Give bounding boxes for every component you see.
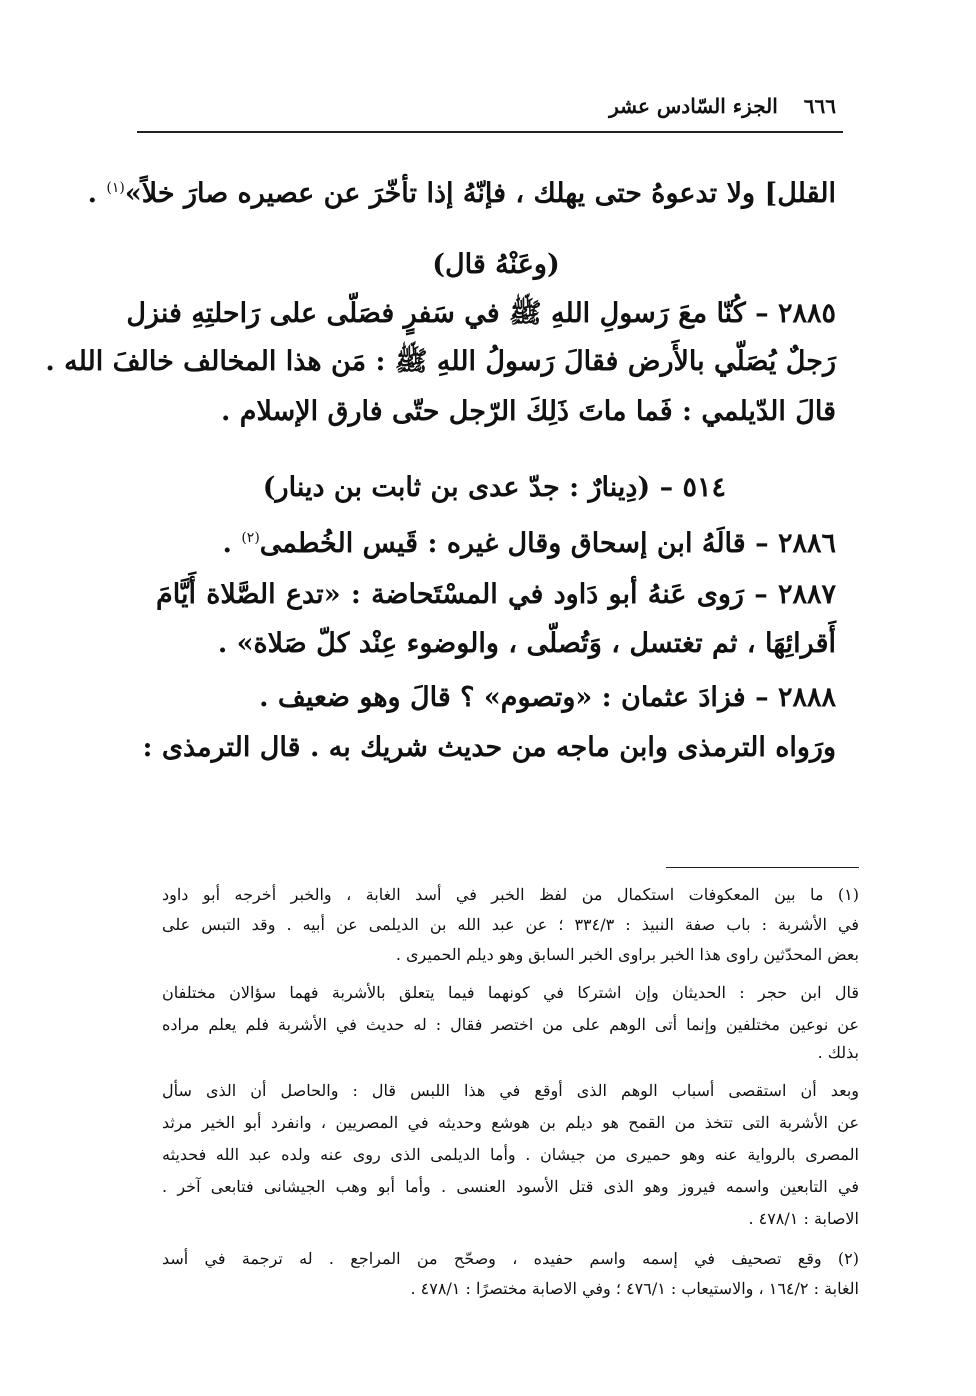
line-end-period: . — [87, 178, 97, 209]
footnote-1-line-11: الاصابة : ٤٧٨/١ . — [748, 1209, 859, 1228]
hadith-2888-line: ٢٨٨٨ – فزادَ عثمان : «وتصوم» ؟ قالَ وهو ضعيف . — [259, 682, 836, 713]
footnote-1-line-1: (١) ما بين المعكوفات استكمال من لفظ الخبر في أسد الغابة ، والخبر أخرجه أبو داود — [162, 885, 859, 904]
footnote-1-line-7: وبعد أن استقصى أسباب الوهم الذى أوقع في هذا اللبس قال : والحاصل أن الذى سأل — [162, 1081, 859, 1100]
running-header — [138, 88, 836, 124]
footnote-1-line-10: في التابعين واسمه فيروز وهو الذى قتل الأسود العنسى . وأما أبو وهب الجيشانى فتابعى آخر . — [162, 1177, 859, 1196]
hadith-2885-line-1: ٢٨٨٥ – كُنّا معَ رَسولِ اللهِ ﷺ في سَفرٍ فصَلّى على رَاحلتِهِ فنزل — [126, 298, 836, 329]
text-line-1 — [87, 168, 836, 214]
footnote-1-line-9: المصرى بالرواية عنه وهو حميرى من جيشان . وأما الديلمى الذى روى عنه ولده عبد الله فحديثه — [162, 1145, 859, 1164]
line-end-period-2: . — [222, 528, 232, 559]
hadith-2886-content: ٢٨٨٦ – قالَهُ ابن إسحاق وقال غيره : قَيس الخُطمى — [259, 528, 836, 559]
hadith-2885-line-2: رَجلٌ يُصَلّي بالأَرض فقالَ رَسولُ اللهِ ﷺ : مَن هذا المخالف خالفَ الله . — [45, 346, 836, 377]
header-rule — [137, 131, 843, 133]
footnote-1-line-5: عن نوعين مختلفين وإنما أتى الوهم على من اختصر فقال : له حديث في الأشربة فلم يعلم مراده — [162, 1015, 859, 1034]
narration-heading: (وعَنْهُ قال) — [432, 249, 560, 280]
text-line-1-content: القلل] ولا تدعوهُ حتى يهلك ، فإنّهُ إذا تأخّرَ عن عصيره صارَ خلاً» — [124, 178, 836, 209]
tirmidhi-line: ورَواه الترمذى وابن ماجه من حديث شريك به . قال الترمذى : — [142, 732, 836, 763]
entry-514-heading: ٥١٤ – (دِينارٌ : جدّ عدى بن ثابت بن دينار) — [262, 472, 726, 503]
footnote-2-line-2: الغابة : ١٦٤/٢ ، والاستيعاب : ٤٧٦/١ ؛ وفي الاصابة مختصرًا : ٤٧٨/١ . — [410, 1279, 859, 1298]
hadith-2887-line-2: أَقرائِهَا ، ثم تغتسل ، وَتُصلّى ، والوضوء عِنْد كلّ صَلاة» . — [217, 628, 836, 659]
hadith-2886-line — [156, 518, 836, 564]
hadith-2885-line-3: قالَ الدّيلمي : فَما ماتَ ذَلِكَ الرّجل حتّى فارق الإسلام . — [220, 396, 836, 427]
footnote-separator — [666, 867, 859, 868]
footnote-ref-2: (٢) — [241, 530, 260, 546]
footnote-1-line-4: قال ابن حجر : الحديثان وإن اشتركا في كونهما فيما يتعلق بالأشربة فهما سؤالان مختلفان — [162, 983, 859, 1002]
footnote-ref-1: (١) — [106, 180, 125, 196]
footnote-1-line-8: عن الأشربة التى تتخذ من القمح هو ديلم بن هوشع وحديثه في المصريين ، وانفرد أبو الخير مرثد — [162, 1113, 859, 1132]
footnote-1-line-3: بعض المحدّثين راوى هذا الخبر براوى الخبر السابق وهو ديلم الحميرى . — [395, 945, 859, 964]
footnote-2-line-1: (٢) وقع تصحيف في إسمه واسم حفيده ، وصحّح من المراجع . له ترجمة في أسد — [162, 1249, 859, 1268]
footnote-1-line-2: في الأشربة : باب صفة النبيذ : ٣٣٤/٣ ؛ عن عبد الله بن الديلمى عن أبيه . وقد التبس على — [162, 915, 859, 934]
part-title: الجزء السّادس عشر — [609, 94, 778, 118]
footnote-1-line-6: بذلك . — [817, 1043, 859, 1062]
page-number: ٦٦٦ — [803, 94, 836, 118]
hadith-2887-line-1: ٢٨٨٧ – رَوى عَنهُ أبو دَاود في المسْتَحاضة : «تدع الصَّلاة أَيَّامَ — [156, 579, 836, 610]
